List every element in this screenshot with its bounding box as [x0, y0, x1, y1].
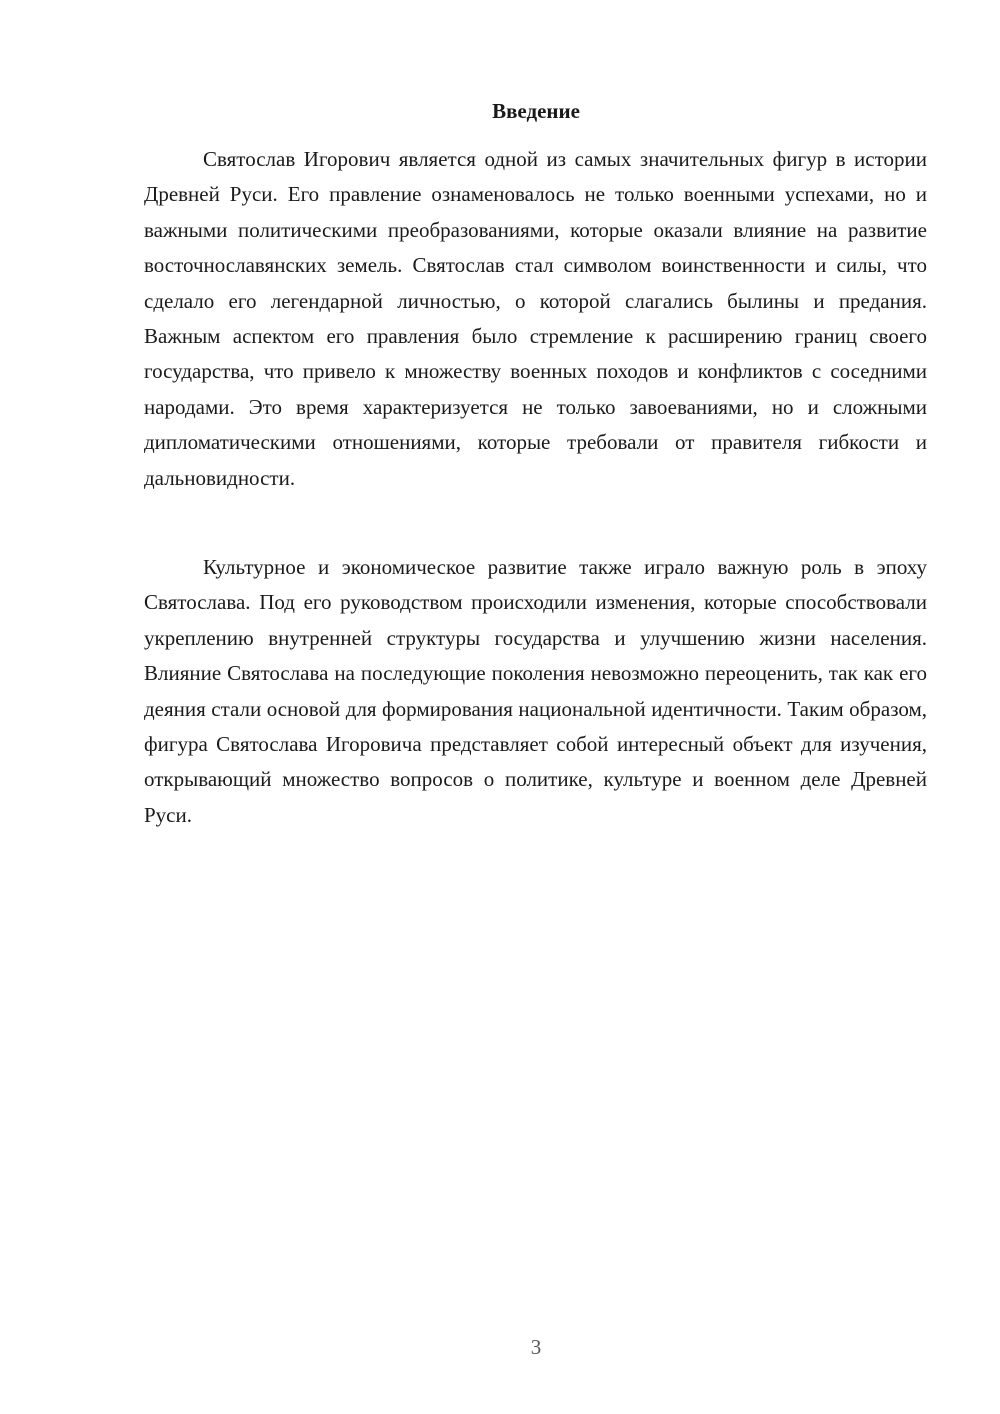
- paragraph-1: Святослав Игорович является одной из самых значительных фигур в истории Древней Руси. Его правление ознаменовалось не только военными успехами, но и важными политическими преобразованиями, которые оказали влияние на развитие восточнославянских земель. Святослав стал символом воинственности и силы, что сделало его легендарной личностью, о которой слагались былины и предания. Важным аспектом его правления было стремление к расширению границ своего государства, что привело к множеству военных походов и конфликтов с соседними народами. Это время характеризуется не только завоеваниями, но и сложными дипломатическими отношениями, которые требовали от правителя гибкости и дальновидности.: [144, 147, 927, 490]
- section-heading: Введение: [492, 99, 580, 123]
- page-number: 3: [530, 1335, 542, 1359]
- paragraph-2: Культурное и экономическое развитие также играло важную роль в эпоху Святослава. Под его руководством происходили изменения, которые способствовали укреплению внутренней структуры государства и улучшению жизни населения. Влияние Святослава на последующие поколения невозможно переоценить, так как его деяния стали основой для формирования национальной идентичности. Таким образом, фигура Святослава Игоровича представляет собой интересный объект для изучения, открывающий множество вопросов о политике, культуре и военном деле Древней Руси.: [144, 555, 927, 827]
